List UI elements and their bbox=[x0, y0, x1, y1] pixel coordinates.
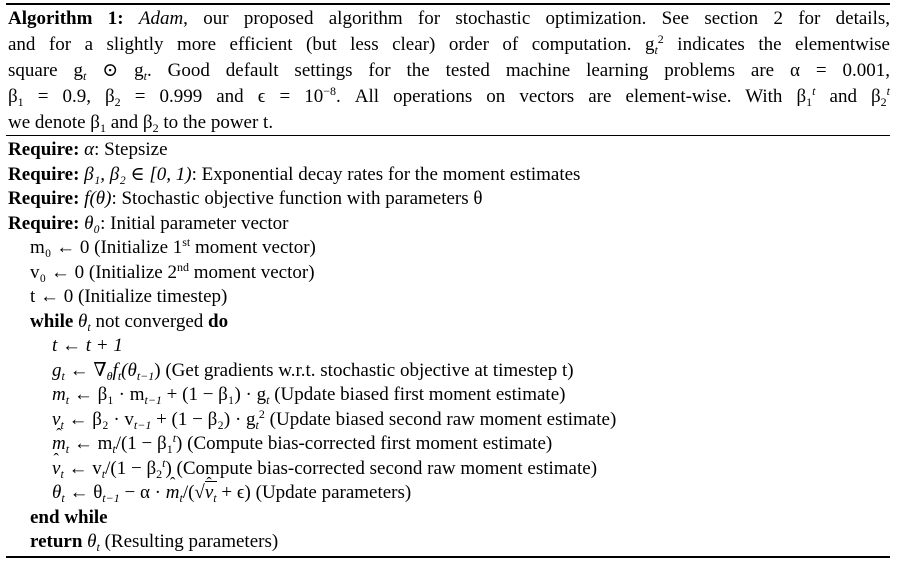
subscript-t: t bbox=[179, 491, 183, 505]
subscript-t: t bbox=[266, 393, 270, 407]
caption-line-5-text: we denote β bbox=[8, 112, 100, 133]
caption-line-3-rest: . Good default settings for the tested machine learning problems are α = 0.001, bbox=[146, 60, 890, 81]
algorithm-name: Adam bbox=[138, 8, 184, 29]
while-keyword: while bbox=[30, 310, 74, 332]
gradient-args: (θ bbox=[121, 359, 137, 381]
caption-subscript-2: 2 bbox=[114, 95, 121, 109]
caption-subscript-1: 1 bbox=[17, 95, 24, 109]
superscript-t: t bbox=[162, 455, 166, 470]
require-symbol: β₁, β₂ ∈ [0, 1) bbox=[84, 163, 192, 185]
caption-line-4-d: and β bbox=[815, 86, 881, 107]
require-initial-params bbox=[8, 212, 888, 237]
caption-superscript-2: 2 bbox=[657, 32, 664, 46]
update-theta: θ bbox=[52, 482, 62, 503]
algorithm-label: Algorithm 1: bbox=[8, 8, 124, 29]
bias-second-vhat: ˆ v bbox=[52, 457, 60, 482]
end-while-line bbox=[8, 506, 888, 531]
caption-line-4-c: . All operations on vectors are element-wise. With β bbox=[336, 86, 807, 107]
init-m0-rest: moment vector) bbox=[190, 237, 316, 258]
gradient-nabla: ← ∇ bbox=[64, 359, 107, 381]
update-alpha: − α · bbox=[119, 482, 166, 503]
caption-line-1-text: , our proposed algorithm for stochastic optimization. See section 2 for details, bbox=[183, 8, 891, 29]
caption-subscript-1: 1 bbox=[99, 121, 106, 135]
caption-line-4-text: β bbox=[8, 86, 18, 107]
caption-subscript-2: 2 bbox=[880, 95, 887, 109]
return-theta: θ bbox=[82, 531, 97, 552]
subscript-t: t bbox=[65, 442, 70, 456]
second-moment-comment: (Update biased second raw moment estimate) bbox=[264, 408, 617, 430]
subscript-t: t bbox=[65, 393, 70, 407]
init-m0-text: m₀ ← 0 (Initialize 1 bbox=[30, 237, 183, 258]
init-t-text: t ← 0 (Initialize timestep) bbox=[30, 286, 228, 307]
init-m0 bbox=[8, 236, 888, 261]
subscript-t: t bbox=[60, 466, 64, 481]
require-symbol: f(θ) bbox=[84, 188, 112, 209]
step-gradient bbox=[8, 359, 888, 384]
caption-line-3-text: square g bbox=[8, 60, 84, 81]
require-keyword: Require: bbox=[8, 139, 80, 160]
caption-line-1 bbox=[8, 6, 890, 32]
return-comment: (Resulting parameters) bbox=[99, 531, 279, 552]
require-keyword: Require: bbox=[8, 212, 80, 234]
bias-first-denom: /(1 − β bbox=[115, 433, 167, 454]
init-t bbox=[8, 285, 888, 310]
sqrt-bar bbox=[205, 481, 217, 503]
second-moment-rhs-b: + (1 − β₂) · g bbox=[151, 408, 256, 430]
caption-line-4 bbox=[8, 84, 890, 110]
caption-subscript-t: t bbox=[83, 69, 87, 83]
mid-rule bbox=[6, 135, 890, 136]
caption-superscript-t: t bbox=[886, 84, 891, 98]
subscript-t: t bbox=[101, 466, 106, 481]
update-comment: + ϵ) (Update parameters) bbox=[216, 482, 412, 503]
init-v0-text: v₀ ← 0 (Initialize 2 bbox=[30, 261, 177, 283]
step-increment-text: t ← t + 1 bbox=[52, 335, 123, 356]
caption-line-4-a: = 0.9, β bbox=[23, 86, 115, 107]
subscript-t-minus-1: t−1 bbox=[102, 491, 120, 505]
subscript-t: t bbox=[61, 491, 65, 505]
require-keyword: Require: bbox=[8, 188, 80, 209]
update-rhs: ← θ bbox=[64, 482, 103, 503]
caption-subscript-1: 1 bbox=[806, 95, 813, 109]
first-moment-rhs-b: + (1 − β₁) · g bbox=[161, 384, 267, 405]
require-text: : Stochastic objective function with parameters θ bbox=[111, 188, 483, 209]
init-v0 bbox=[8, 261, 888, 286]
caption-subscript-t: t bbox=[143, 69, 147, 83]
subscript-theta: θ bbox=[106, 368, 113, 383]
require-keyword: Require: bbox=[8, 163, 80, 185]
require-stepsize bbox=[8, 138, 888, 163]
algorithm-caption bbox=[8, 6, 890, 136]
gradient-g: g bbox=[52, 359, 62, 381]
superscript-t: t bbox=[172, 431, 177, 445]
while-line bbox=[8, 310, 888, 335]
step-update-params: $\theta_t$ ← $\theta_{t-1} - \alpha$ · ˆ $m_t/(√ˆ$ $v_t + \epsilon$) (Update parameters) bbox=[8, 481, 888, 506]
caption-line-3 bbox=[8, 58, 890, 84]
caption-superscript-t: t bbox=[812, 84, 816, 98]
caption-line-5-a: and β bbox=[105, 112, 153, 133]
do-keyword: do bbox=[208, 310, 229, 332]
end-while-keyword: end while bbox=[30, 506, 108, 528]
init-v0-sup: nd bbox=[176, 259, 189, 274]
step-increment-t bbox=[8, 334, 888, 359]
update-mhat: ˆ m bbox=[166, 481, 180, 506]
bias-first-mhat: ˆ m bbox=[52, 432, 66, 457]
init-m0-sup: st bbox=[182, 235, 191, 249]
bias-second-rhs: ← v bbox=[63, 457, 102, 479]
require-text: : Initial parameter vector bbox=[100, 212, 289, 234]
update-vhat: ˆ v bbox=[205, 481, 213, 506]
first-moment-m: m bbox=[52, 384, 66, 405]
caption-line-2-text: and for a slightly more efficient (but less clear) order of computation. g bbox=[8, 34, 655, 55]
step-bias-second bbox=[8, 457, 888, 482]
require-objective bbox=[8, 187, 888, 212]
require-decay-rates bbox=[8, 163, 888, 188]
subscript-t-minus-1: t−1 bbox=[136, 368, 155, 383]
second-moment-rhs: ← β₂ · v bbox=[63, 408, 134, 430]
caption-line-5-b: to the power t. bbox=[158, 112, 274, 133]
bias-first-rhs: ← m bbox=[69, 433, 113, 454]
bias-second-comment: ) (Compute bias-corrected second raw moment estimate) bbox=[165, 457, 598, 479]
subscript-1: 1 bbox=[166, 442, 173, 456]
bias-second-denom: /(1 − β bbox=[105, 457, 157, 479]
bias-first-comment: ) (Compute bias-corrected first moment estimate) bbox=[176, 433, 553, 454]
step-second-moment bbox=[8, 408, 888, 433]
require-symbol: θ₀ bbox=[84, 212, 101, 234]
require-text: : Exponential decay rates for the moment estimates bbox=[191, 163, 581, 185]
first-moment-comment: (Update biased first moment estimate) bbox=[269, 384, 566, 405]
bottom-rule bbox=[6, 556, 890, 558]
caption-exponent: −8 bbox=[323, 84, 336, 98]
caption-line-3-mid: ⊙ g bbox=[86, 60, 144, 81]
init-v0-rest: moment vector) bbox=[188, 261, 315, 283]
caption-line-5 bbox=[8, 110, 890, 136]
subscript-t: t bbox=[117, 368, 122, 383]
second-moment-v: v bbox=[52, 408, 61, 430]
subscript-t: t bbox=[87, 319, 91, 334]
update-open: /( bbox=[182, 482, 195, 503]
return-line bbox=[8, 530, 888, 555]
subscript-t: t bbox=[61, 368, 65, 383]
top-rule bbox=[6, 3, 890, 5]
subscript-t: t bbox=[96, 540, 100, 554]
caption-line-2 bbox=[8, 32, 890, 58]
subscript-t: t bbox=[213, 491, 217, 505]
gradient-comment: ) (Get gradients w.r.t. stochastic objective at timestep t) bbox=[154, 359, 574, 381]
subscript-2: 2 bbox=[156, 466, 163, 481]
require-text: : Stepsize bbox=[94, 139, 168, 160]
return-keyword: return bbox=[30, 531, 83, 552]
caption-subscript-2: 2 bbox=[152, 121, 159, 135]
caption-subscript-t: t bbox=[654, 43, 658, 57]
while-theta: θ bbox=[73, 310, 88, 332]
require-symbol: α bbox=[84, 139, 95, 160]
superscript-2: 2 bbox=[258, 406, 265, 421]
subscript-t: t bbox=[60, 417, 64, 432]
first-moment-rhs: ← β₁ · m bbox=[69, 384, 145, 405]
step-bias-first bbox=[8, 432, 888, 457]
subscript-t: t bbox=[255, 417, 259, 432]
gradient-f: f bbox=[112, 359, 118, 381]
while-condition: not converged bbox=[90, 310, 209, 332]
caption-line-4-b: = 0.999 and ϵ = 10 bbox=[120, 86, 324, 107]
subscript-t-minus-1: t−1 bbox=[133, 417, 152, 432]
subscript-t-minus-1: t−1 bbox=[144, 393, 162, 407]
algorithm-body bbox=[8, 138, 888, 555]
caption-line-2-tail: indicates the elementwise bbox=[663, 34, 890, 55]
step-first-moment bbox=[8, 383, 888, 408]
subscript-t: t bbox=[112, 442, 116, 456]
